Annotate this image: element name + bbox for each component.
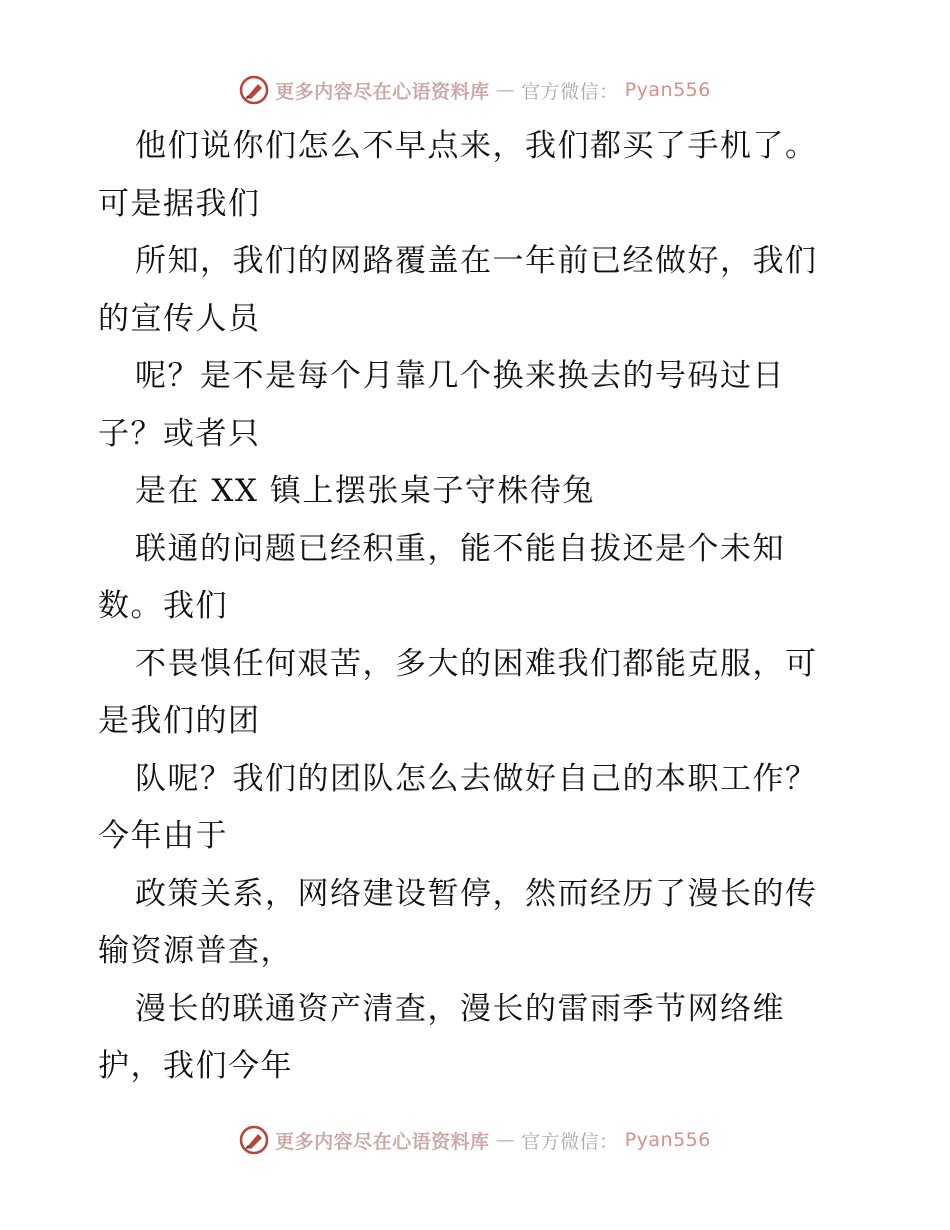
body-line: 子？或者只: [98, 415, 261, 452]
body-line: 政策关系，网络建设暂停，然而经历了漫长的传: [135, 875, 818, 912]
body-line: 今年由于: [98, 818, 228, 854]
footer-banner: [0, 1120, 950, 1160]
body-line: 数。我们: [98, 588, 228, 624]
body-line: 呢？是不是每个月靠几个换来换去的号码过日: [135, 358, 785, 394]
body-line: 是在 XX 镇上摆张桌子守株待兔: [135, 473, 595, 509]
body-line: 护，我们今年: [98, 1048, 293, 1084]
banner-wechat-id: Pyan556: [624, 1129, 711, 1151]
banner-wechat-id: Pyan556: [624, 79, 711, 101]
banner-title: 更多内容尽在心语资料库: [275, 1130, 490, 1153]
body-line: 队呢？我们的团队怎么去做好自己的本职工作？: [135, 760, 818, 797]
pen-nib-logo-icon: [239, 1125, 269, 1155]
document-body: [98, 118, 868, 1096]
body-line: 他们说你们怎么不早点来，我们都买了手机了。: [135, 128, 818, 164]
body-line: 可是据我们: [98, 185, 261, 222]
body-line: 是我们的团: [98, 703, 261, 739]
body-line: 不畏惧任何艰苦，多大的困难我们都能克服，可: [135, 645, 818, 682]
banner-title: 更多内容尽在心语资料库: [275, 80, 490, 103]
banner-wechat-label: 官方微信：: [521, 80, 619, 103]
header-banner: [0, 70, 950, 110]
body-line: 输资源普查，: [98, 933, 293, 969]
body-line: 漫长的联通资产清查，漫长的雷雨季节网络维: [135, 990, 785, 1027]
body-line: 所知，我们的网路覆盖在一年前已经做好，我们: [135, 243, 818, 279]
body-line: 联通的问题已经积重，能不能自拔还是个未知: [135, 530, 785, 567]
pen-nib-logo-icon: [239, 75, 269, 105]
banner-separator: —: [495, 79, 516, 101]
banner-wechat-label: 官方微信：: [521, 1130, 619, 1153]
body-line: 的宣传人员: [98, 300, 261, 337]
banner-separator: —: [495, 1129, 516, 1151]
